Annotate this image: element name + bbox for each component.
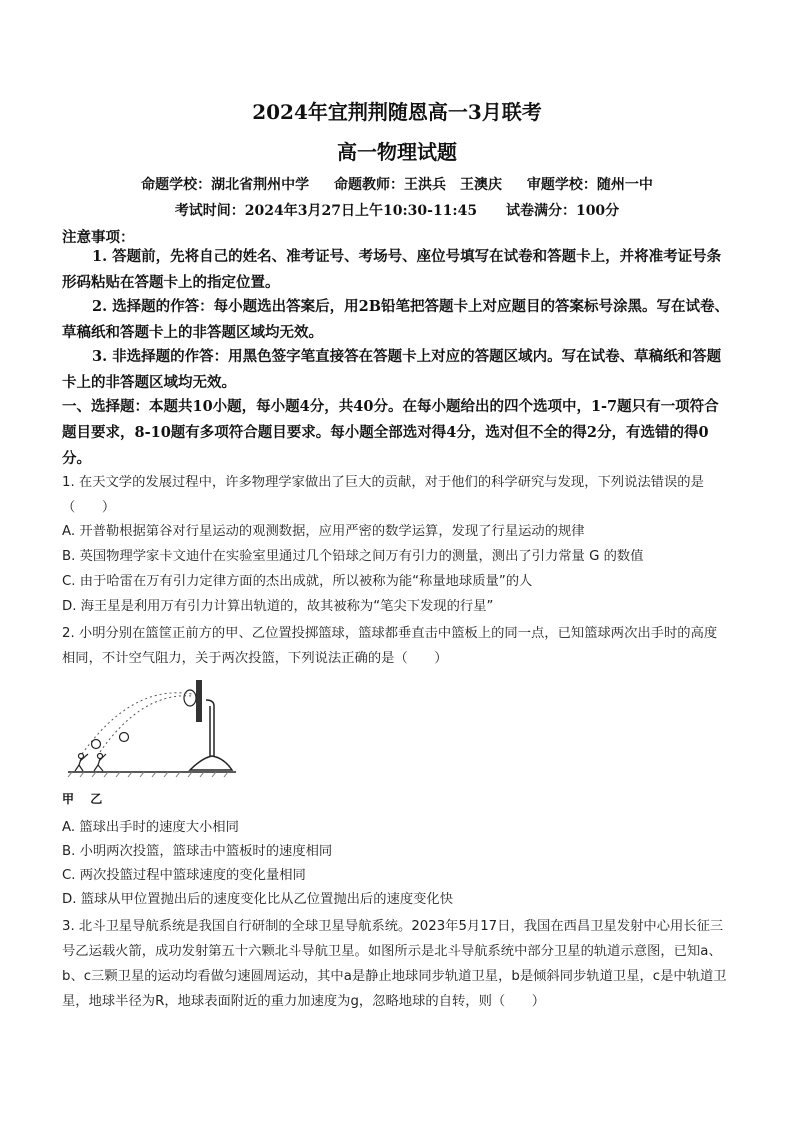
figure-position-labels bbox=[62, 790, 114, 807]
section-1-intro: 一、选择题：本题共10小题，每小题4分，共40分。在每小题给出的四个选项中，1-7题只有一项符合题目要求，8-10题有多项符合题目要求。每小题全部选对得4分，选对但不全的得2分，有选错的得0分。 bbox=[62, 398, 719, 467]
label-yi: 乙 bbox=[90, 792, 103, 806]
q2-option-b: B. 小明两次投篮，篮球击中篮板时的速度相同 bbox=[62, 844, 333, 859]
setter-teachers: 命题教师：王洪兵 王澳庆 bbox=[334, 177, 502, 193]
question-1-stem: 1. 在天文学的发展过程中，许多物理学家做出了巨大的贡献，对于他们的科学研究与发现，下列说法错误的是（ ） bbox=[62, 475, 704, 515]
exam-time-info bbox=[0, 200, 794, 220]
exam-subtitle: 高一物理试题 bbox=[337, 140, 457, 164]
question-2-stem: 2. 小明分别在篮筐正前方的甲、乙位置投掷篮球，篮球都垂直击中篮板上的同一点，已知篮球两次出手时的高度相同，不计空气阻力，关于两次投篮，下列说法正确的是（ ） bbox=[62, 626, 718, 666]
exam-time: 考试时间：2024年3月27日上午10:30-11:45 bbox=[174, 203, 478, 219]
ball-yi bbox=[120, 733, 129, 742]
full-score: 试卷满分：100分 bbox=[505, 203, 620, 219]
backboard bbox=[196, 680, 202, 722]
note-item-1: 1. 答题前，先将自己的姓名、准考证号、考场号、座位号填写在试卷和答题卡上，并将准考证号条形码粘贴在答题卡上的指定位置。 bbox=[62, 248, 722, 291]
q2-option-a: A. 篮球出手时的速度大小相同 bbox=[62, 820, 239, 835]
player-jia bbox=[75, 754, 88, 772]
reviewer-school: 审题学校：随州一中 bbox=[526, 177, 653, 193]
q2-option-d: D. 篮球从甲位置抛出后的速度变化比从乙位置抛出后的速度变化快 bbox=[62, 892, 454, 907]
trajectory-yi bbox=[100, 696, 192, 752]
ball-jia bbox=[92, 740, 101, 749]
setter-school: 命题学校：湖北省荆州中学 bbox=[141, 177, 310, 193]
question-3-stem: 3. 北斗卫星导航系统是我国自行研制的全球卫星导航系统。2023年5月17日，我国在西昌卫星发射中心用长征三号乙运载火箭，成功发射第五十六颗北斗导航卫星。如图所示是北斗导航系统中部分卫星的轨道示意图，已知a、b、c三颗卫星的运动均看做匀速圆周运动，其中a是静止地球同步轨道卫星，b是倾斜同步轨道卫星，c是中轨道卫星，地球半径为R，地球表面附近的重力加速度为g，忽略地球的自转，则（ ） bbox=[62, 919, 727, 1009]
note-item-3: 3. 非选择题的作答：用黑色签字笔直接答在答题卡上对应的答题区域内。写在试卷、草稿纸和答题卡上的非答题区域均无效。 bbox=[62, 348, 722, 391]
label-jia: 甲 bbox=[62, 792, 75, 806]
basketball-figure bbox=[62, 676, 242, 808]
note-item-2: 2. 选择题的作答：每小题选出答案后，用2B铅笔把答题卡上对应题目的答案标号涂黑。写在试卷、草稿纸和答题卡上的非答题区域均无效。 bbox=[62, 298, 730, 341]
q2-option-c: C. 两次投篮过程中篮球速度的变化量相同 bbox=[62, 868, 306, 883]
q1-option-c: C. 由于哈雷在万有引力定律方面的杰出成就，所以被称为能“称量地球质量”的人 bbox=[62, 574, 533, 589]
exam-title: 2024年宜荆荆随恩高一3月联考 bbox=[252, 100, 542, 124]
q1-option-b: B. 英国物理学家卡文迪什在实验室里通过几个铅球之间万有引力的测量，测出了引力常量 G 的数值 bbox=[62, 549, 644, 564]
q1-option-a: A. 开普勒根据第谷对行星运动的观测数据，应用严密的数学运算，发现了行星运动的规律 bbox=[62, 524, 585, 539]
setter-info bbox=[0, 174, 794, 194]
notes-heading: 注意事项： bbox=[62, 229, 135, 246]
player-yi bbox=[94, 754, 106, 772]
q1-option-d: D. 海王星是利用万有引力计算出轨道的，故其被称为“笔尖下发现的行星” bbox=[62, 599, 494, 614]
hoop-ring bbox=[184, 690, 196, 706]
